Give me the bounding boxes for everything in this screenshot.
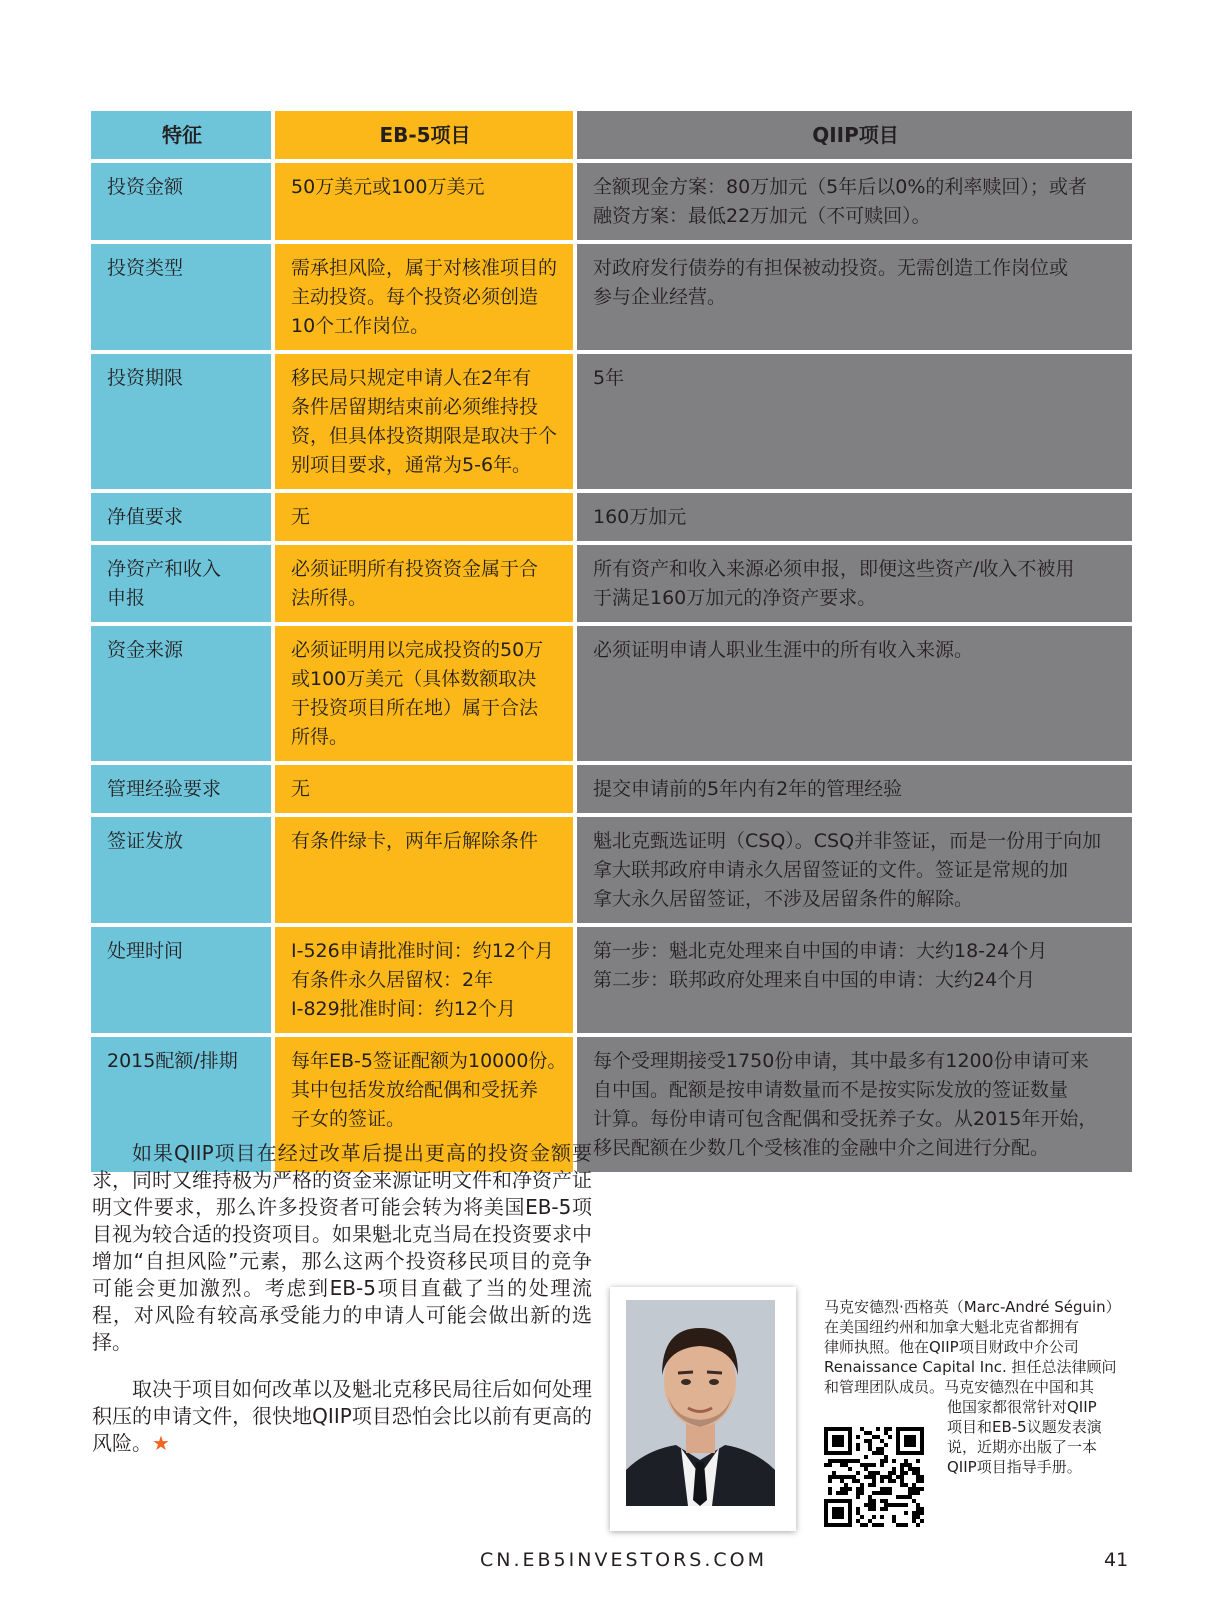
feature-cell [91, 493, 275, 545]
header-eb5: EB-5项目 [275, 111, 577, 163]
eb5-cell [275, 545, 577, 626]
bio-line: 说，近期亦出版了一本 [947, 1438, 1098, 1456]
eb5-cell-line: 50万美元或100万美元 [291, 176, 485, 198]
eb5-cell-line: 无 [291, 506, 311, 528]
table-header-row [91, 111, 1132, 163]
eb5-cell-line: I-829批准时间：约12个月 [291, 998, 516, 1020]
feature-cell [91, 244, 275, 354]
eb5-cell-line: 必须证明用以完成投资的50万 [291, 639, 544, 661]
bio-line: 和管理团队成员。马克安德烈在中国和其 [824, 1378, 1095, 1396]
eb5-cell-line: 有条件永久居留权：2年 [291, 969, 494, 991]
portrait-photo [626, 1300, 775, 1506]
qiip-cell [577, 163, 1132, 244]
qiip-cell [577, 927, 1132, 1037]
qiip-cell-line: 所有资产和收入来源必须申报，即便这些资产/收入不被用 [593, 558, 1075, 580]
feature-cell-line: 投资金额 [107, 176, 184, 198]
eb5-cell-line: 有条件绿卡，两年后解除条件 [291, 830, 539, 852]
qiip-cell [577, 765, 1132, 817]
bio-line: 马克安德烈·西格英（Marc-André Séguin） [824, 1298, 1121, 1316]
feature-cell [91, 163, 275, 244]
table-row [91, 545, 1132, 626]
bio-line: 律师执照。他在QIIP项目财政中介公司 [824, 1338, 1079, 1356]
author-photo-frame [610, 1287, 796, 1531]
qiip-cell-line: 魁北克甄选证明（CSQ）。CSQ并非签证，而是一份用于向加 [593, 830, 1102, 852]
eb5-cell [275, 765, 577, 817]
feature-cell [91, 545, 275, 626]
bio-line: 项目和EB-5议题发表演 [947, 1418, 1102, 1436]
qiip-cell-line: 拿大永久居留签证，不涉及居留条件的解除。 [593, 888, 974, 910]
qiip-cell-line: 全额现金方案：80万加元（5年后以0%的利率赎回）；或者 [593, 176, 1087, 198]
footer-website: CN.EB5INVESTORS.COM [480, 1549, 768, 1571]
eb5-cell [275, 244, 577, 354]
table-row [91, 493, 1132, 545]
feature-cell-line: 2015配额/排期 [107, 1050, 238, 1072]
article-body [92, 1140, 592, 1477]
eb5-cell-line: 主动投资。每个投资必须创造 [291, 286, 539, 308]
eb5-cell-line: 别项目要求，通常为5-6年。 [291, 454, 532, 476]
bio-line: 他国家都很常针对QIIP [947, 1398, 1097, 1416]
star-icon: ★ [152, 1431, 170, 1455]
eb5-cell [275, 626, 577, 765]
table-row [91, 354, 1132, 493]
page-number: 41 [1104, 1549, 1129, 1571]
eb5-cell-line: 其中包括发放给配偶和受抚养 [291, 1079, 539, 1101]
eb5-cell-line: 或100万美元（具体数额取决 [291, 668, 537, 690]
qiip-cell-line: 每个受理期接受1750份申请，其中最多有1200份申请可来 [593, 1050, 1089, 1072]
eb5-cell-line: 条件居留期结束前必须维持投 [291, 396, 539, 418]
eb5-cell-line: 所得。 [291, 726, 349, 748]
eb5-cell-line: 法所得。 [291, 587, 368, 609]
feature-cell-line: 净值要求 [107, 506, 184, 528]
qiip-cell-line: 于满足160万加元的净资产要求。 [593, 587, 877, 609]
header-qiip: QIIP项目 [577, 111, 1132, 163]
eb5-cell-line: 移民局只规定申请人在2年有 [291, 367, 532, 389]
qiip-cell-line: 160万加元 [593, 506, 687, 528]
qiip-cell-line: 5年 [593, 367, 625, 389]
qiip-cell-line: 计算。每份申请可包含配偶和受抚养子女。从2015年开始， [593, 1108, 1098, 1130]
bio-line: 在美国纽约州和加拿大魁北克省都拥有 [824, 1318, 1080, 1336]
feature-cell-line: 签证发放 [107, 830, 184, 852]
eb5-cell-line: 必须证明所有投资资金属于合 [291, 558, 539, 580]
qiip-cell-line: 对政府发行债券的有担保被动投资。无需创造工作岗位或 [593, 257, 1069, 279]
eb5-cell-line: 需承担风险，属于对核准项目的 [291, 257, 558, 279]
eb5-cell [275, 817, 577, 927]
table-row [91, 927, 1132, 1037]
feature-cell [91, 927, 275, 1037]
feature-cell-line: 申报 [107, 587, 146, 609]
qiip-cell [577, 817, 1132, 927]
eb5-cell-line: 资，但具体投资期限是取决于个 [291, 425, 558, 447]
qiip-cell-line: 拿大联邦政府申请永久居留签证的文件。签证是常规的加 [593, 859, 1069, 881]
body-paragraph-2 [92, 1376, 592, 1457]
comparison-table-grid [91, 111, 1132, 1176]
table-row [91, 765, 1132, 817]
feature-cell [91, 817, 275, 927]
eb5-cell [275, 354, 577, 493]
eb5-cell-line: 每年EB-5签证配额为10000份。 [291, 1050, 567, 1072]
qiip-cell-line: 融资方案：最低22万加元（不可赎回）。 [593, 205, 931, 227]
portrait-illustration [626, 1300, 775, 1506]
body-paragraph-1 [92, 1140, 592, 1356]
feature-cell-line: 净资产和收入 [107, 558, 222, 580]
qiip-cell [577, 493, 1132, 545]
qiip-cell-line: 自中国。配额是按申请数量而不是按实际发放的签证数量 [593, 1079, 1069, 1101]
eb5-cell-line: 10个工作岗位。 [291, 315, 430, 337]
eb5-cell [275, 927, 577, 1037]
feature-cell-line: 投资期限 [107, 367, 184, 389]
qiip-cell [577, 354, 1132, 493]
qiip-cell-line: 移民配额在少数几个受核准的金融中介之间进行分配。 [593, 1137, 1050, 1159]
qr-code-graphic [824, 1427, 924, 1527]
bio-line: QIIP项目指导手册。 [947, 1458, 1082, 1476]
body-paragraph-2-text: 取决于项目如何改革以及魁北克移民局往后如何处理积压的申请文件，很快地QIIP项目恐怕会比以前有更高的风险。 [92, 1377, 592, 1455]
qiip-cell [577, 545, 1132, 626]
eb5-cell-line: I-526申请批准时间：约12个月 [291, 940, 554, 962]
qiip-cell-line: 第一步：魁北克处理来自中国的申请：大约18-24个月 [593, 940, 1048, 962]
body-paragraph-1-text: 如果QIIP项目在经过改革后提出更高的投资金额要求，同时又维持极为严格的资金来源证明文件和净资产证明文件要求，那么许多投资者可能会转为将美国EB-5项目视为较合适的投资项目。如果魁北克当局在投资要求中增加“自担风险”元素，那么这两个投资移民项目的竞争可能会更加激烈。考虑到EB-5项目直截了当的处理流程，对风险有较高承受能力的申请人可能会做出新的选择。 [92, 1141, 592, 1354]
feature-cell-line: 处理时间 [107, 940, 184, 962]
feature-cell-line: 资金来源 [107, 639, 184, 661]
header-feature: 特征 [91, 111, 275, 163]
table-row [91, 244, 1132, 354]
qiip-cell [577, 244, 1132, 354]
bio-line: Renaissance Capital Inc. 担任总法律顾问 [824, 1358, 1117, 1376]
eb5-cell [275, 163, 577, 244]
qiip-cell [577, 626, 1132, 765]
eb5-cell-line: 无 [291, 778, 311, 800]
qiip-cell-line: 提交申请前的5年内有2年的管理经验 [593, 778, 903, 800]
comparison-table [91, 111, 1132, 1176]
eb5-cell-line: 于投资项目所在地）属于合法 [291, 697, 539, 719]
feature-cell [91, 354, 275, 493]
qiip-cell-line: 必须证明申请人职业生涯中的所有收入来源。 [593, 639, 974, 661]
table-row [91, 817, 1132, 927]
table-row [91, 163, 1132, 244]
feature-cell [91, 626, 275, 765]
feature-cell-line: 投资类型 [107, 257, 184, 279]
qiip-cell [577, 1037, 1132, 1176]
qiip-cell-line: 参与企业经营。 [593, 286, 727, 308]
qiip-cell-line: 第二步：联邦政府处理来自中国的申请：大约24个月 [593, 969, 1036, 991]
eb5-cell-line: 子女的签证。 [291, 1108, 406, 1130]
eb5-cell [275, 493, 577, 545]
table-row [91, 626, 1132, 765]
qr-code-icon [824, 1427, 924, 1527]
feature-cell [91, 765, 275, 817]
feature-cell-line: 管理经验要求 [107, 778, 222, 800]
